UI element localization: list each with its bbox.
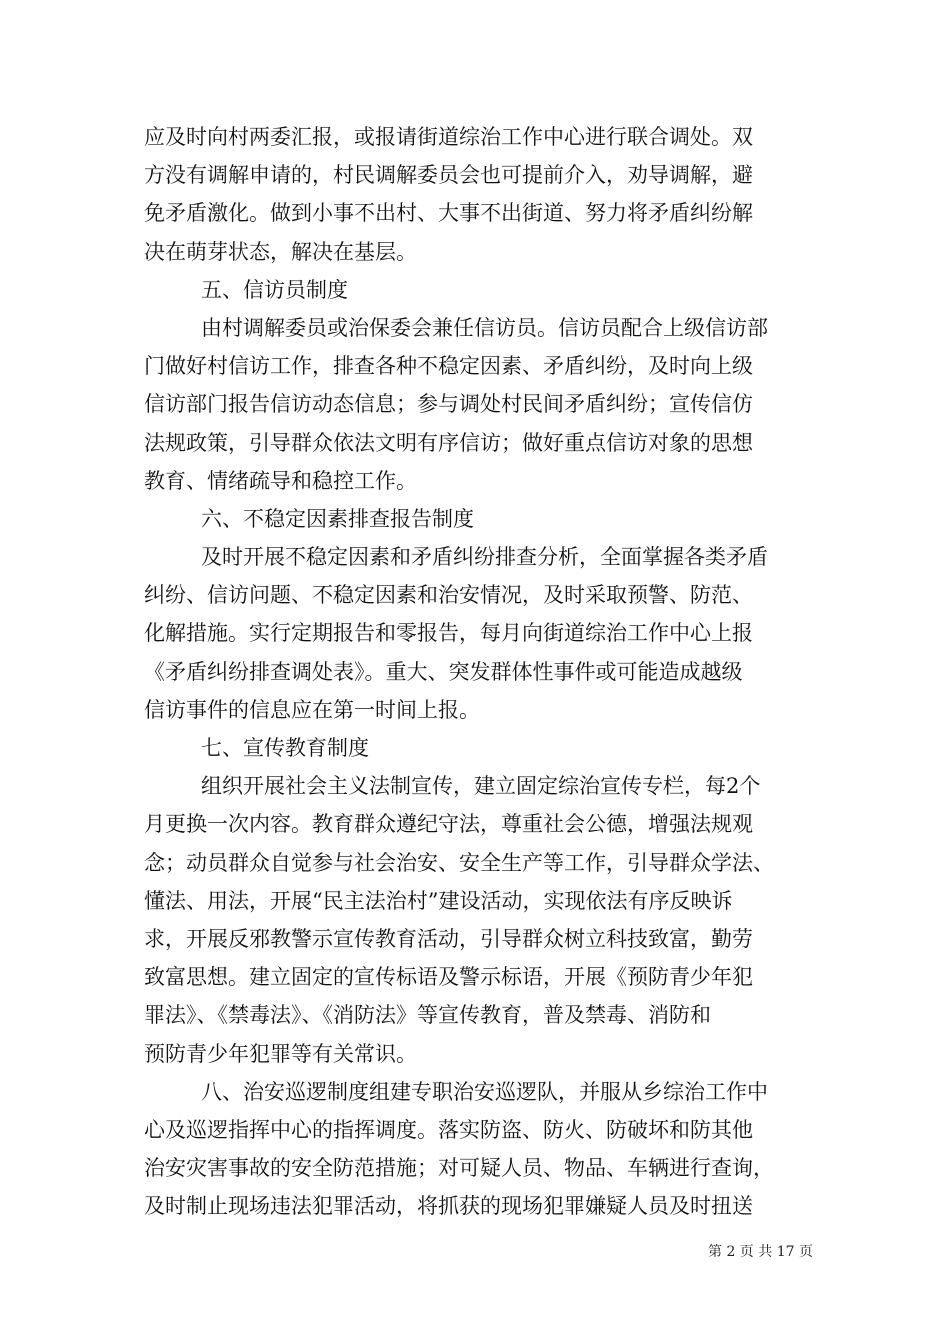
text-line: 由村调解委员或治保委会兼任信访员。信访员配合上级信访部: [201, 315, 768, 340]
text-line: 法规政策，引导群众依法文明有序信访；做好重点信访对象的思想: [144, 430, 753, 455]
text-line: 门做好村信访工作，排查各种不稳定因素、矛盾纠纷，及时向上级: [144, 354, 753, 379]
text-line: 预防青少年犯罪等有关常识。: [144, 1041, 417, 1066]
text-line: 及时制止现场违法犯罪活动，将抓获的现场犯罪嫌疑人员及时扭送: [144, 1194, 753, 1219]
text-line: 治安灾害事故的安全防范措施；对可疑人员、物品、车辆进行查询，: [144, 1156, 774, 1181]
text-line: 应及时向村两委汇报，或报请街道综治工作中心进行联合调处。双: [144, 125, 753, 149]
text-line: 罪法》、《禁毒法》、《消防法》等宣传教育，普及禁毒、消防和: [144, 1003, 711, 1028]
text-line: 求，开展反邪教警示宣传教育活动，引导群众树立科技致富，勤劳: [144, 926, 753, 951]
text-line: 信访部门报告信访动态信息；参与调处村民间矛盾纠纷；宣传信仿: [144, 392, 753, 417]
document-body: [144, 118, 809, 1225]
text-line: 化解措施。实行定期报告和零报告，每月向街道综治工作中心上报: [144, 621, 753, 646]
text-line: 及时开展不稳定因素和矛盾纠纷排查分析，全面掌握各类矛盾: [201, 545, 768, 570]
text-line: 心及巡逻指挥中心的指挥调度。落实防盗、防火、防破坏和防其他: [144, 1117, 753, 1142]
text-line: 月更换一次内容。教育群众遵纪守法，尊重社会公德，增强法规观: [144, 812, 753, 837]
text-line: 组织开展社会主义法制宣传，建立固定综治宣传专栏，每2个: [201, 774, 761, 799]
text-line: 懂法、用法，开展“民主法治村”建设活动，实现依法有序反映诉: [144, 888, 733, 913]
text-line: 方没有调解申请的，村民调解委员会也可提前介入，劝导调解，避: [144, 163, 753, 188]
section-heading: 五、信访员制度: [201, 277, 348, 302]
section-heading: 八、治安巡逻制度组建专职治安巡逻队，并服从乡综治工作中: [201, 1079, 768, 1104]
text-line: 念；动员群众自觉参与社会治安、安全生产等工作，引导群众学法、: [144, 850, 774, 875]
text-line: 决在萌芽状态，解决在基层。: [144, 239, 417, 264]
text-line: 纠纷、信访问题、不稳定因素和治安情况，及时采取预警、防范、: [144, 583, 753, 608]
text-line: 致富思想。建立固定的宣传标语及警示标语，开展《预防青少年犯: [144, 965, 753, 990]
text-line: 信访事件的信息应在第一时间上报。: [144, 697, 480, 722]
text-line: 《矛盾纠纷排查调处表》。重大、突发群体性事件或可能造成越级: [144, 659, 743, 684]
section-heading: 六、不稳定因素排查报告制度: [201, 506, 474, 531]
section-heading: 七、宣传教育制度: [201, 736, 369, 760]
text-line: 教育、情绪疏导和稳控工作。: [144, 468, 417, 493]
page-number: 第 2 页 共 17 页: [708, 1244, 813, 1260]
text-line: 免矛盾激化。做到小事不出村、大事不出街道、努力将矛盾纠纷解: [144, 201, 753, 226]
